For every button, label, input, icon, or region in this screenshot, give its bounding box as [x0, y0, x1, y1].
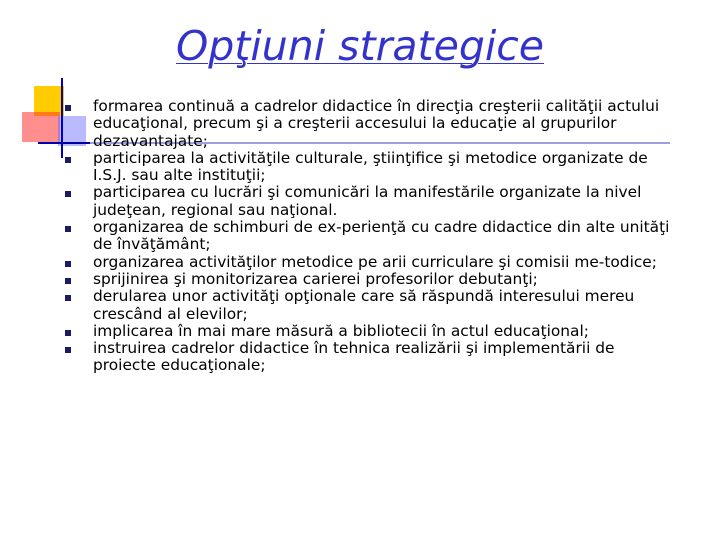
list-item	[62, 150, 672, 185]
list-item	[62, 288, 672, 323]
square-bullet-icon	[65, 105, 71, 111]
list-item	[62, 98, 672, 150]
square-bullet-icon	[65, 226, 71, 232]
decor-yellow-square	[34, 86, 64, 116]
list-item-text: derularea unor activităţi opţionale care să răspundă interesului mereu crescând al elevilor;	[93, 287, 635, 323]
square-bullet-icon	[65, 330, 71, 336]
list-item-text: instruirea cadrelor didactice în tehnica realizării şi implementării de proiecte educaţionale;	[93, 339, 615, 375]
list-item	[62, 340, 672, 375]
square-bullet-icon	[65, 278, 71, 284]
slide-title: Opţiuni strategice	[175, 22, 545, 70]
list-item	[62, 323, 672, 340]
list-item-text: sprijinirea şi monitorizarea carierei profesorilor debutanţi;	[93, 269, 538, 288]
list-item-text: participarea cu lucrări şi comunicări la manifestările organizate la nivel judeţean, regional sau naţional.	[93, 183, 642, 219]
bullet-list	[62, 98, 672, 375]
list-item-text: organizarea activităţilor metodice pe arii curriculare şi comisii me-todice;	[93, 252, 657, 271]
list-item	[62, 184, 672, 219]
decor-red-block	[22, 112, 60, 142]
list-item-text: formarea continuă a cadrelor didactice în direcţia creşterii calităţii actului educaţional, precum şi a creşterii accesului la educaţie al grupurilor dezavantajate;	[93, 97, 660, 150]
list-item-text: participarea la activităţile culturale, ştiinţifice şi metodice organizate de I.S.J. sau alte instituţii;	[93, 148, 648, 185]
square-bullet-icon	[65, 261, 71, 267]
list-item	[62, 271, 672, 288]
list-item	[62, 254, 672, 271]
list-item	[62, 219, 672, 254]
square-bullet-icon	[65, 347, 71, 353]
square-bullet-icon	[65, 157, 71, 163]
list-item-text: organizarea de schimburi de ex-perienţă cu cadre didactice din alte unităţi de învăţământ;	[93, 218, 670, 254]
square-bullet-icon	[65, 191, 71, 197]
square-bullet-icon	[65, 295, 71, 301]
list-item-text: implicarea în mai mare măsură a bibliotecii în actul educaţional;	[93, 321, 589, 340]
